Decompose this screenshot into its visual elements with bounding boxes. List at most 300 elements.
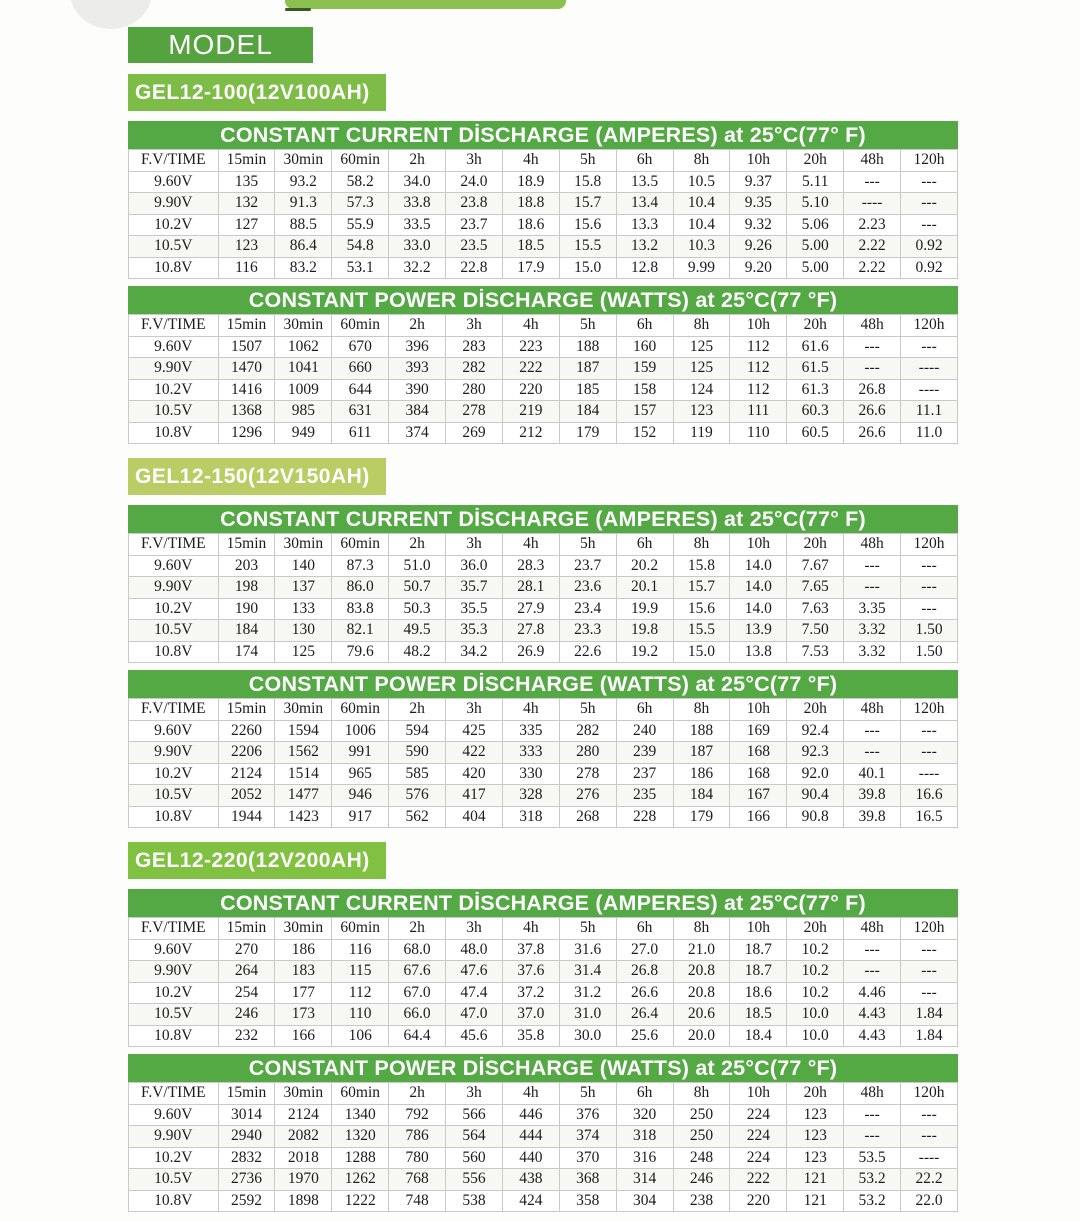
discharge-table-block [128,286,958,444]
table-cell: 13.4 [616,193,673,215]
table-cell: 35.8 [502,1025,559,1047]
table-cell: 40.1 [844,763,901,785]
row-voltage-label: 10.5V [129,236,219,258]
table-cell: 282 [446,358,503,380]
column-header: 10h [730,150,787,172]
table-cell: 1.50 [901,620,958,642]
table-cell: 15.5 [673,620,730,642]
table-cell: 23.6 [559,577,616,599]
discharge-table-block [128,1054,958,1212]
column-header-row [129,315,958,337]
table-cell: 283 [446,336,503,358]
column-header: 3h [446,150,503,172]
column-header-row [129,918,958,940]
table-cell: 174 [218,641,275,663]
table-cell: 330 [502,763,559,785]
column-header: 5h [559,315,616,337]
column-header: 20h [787,1083,844,1105]
column-header: 120h [901,534,958,556]
table-cell: 135 [218,171,275,193]
table-cell: 61.6 [787,336,844,358]
table-cell: 23.7 [446,214,503,236]
row-voltage-label: 10.2V [129,763,219,785]
table-cell: 594 [389,720,446,742]
table-cell: 35.7 [446,577,503,599]
column-header: 120h [901,150,958,172]
table-cell: 53.2 [844,1190,901,1212]
table-cell: 45.6 [446,1025,503,1047]
table-cell: 7.63 [787,598,844,620]
column-header: 10h [730,534,787,556]
table-cell: 223 [502,336,559,358]
table-cell: 24.0 [446,171,503,193]
table-cell: 50.7 [389,577,446,599]
table-cell: 374 [559,1126,616,1148]
table-cell: 19.9 [616,598,673,620]
table-cell: 10.3 [673,236,730,258]
table-cell: 212 [502,422,559,444]
table-cell: 1470 [218,358,275,380]
column-header: 30min [275,534,332,556]
table-cell: 560 [446,1147,503,1169]
table-cell: 15.6 [559,214,616,236]
discharge-table [128,533,958,663]
column-header: 6h [616,315,673,337]
table-cell: 946 [332,785,389,807]
table-row [129,422,958,444]
row-voltage-label: 9.60V [129,336,219,358]
table-title-bar: CONSTANT POWER DİSCHARGE (WATTS) at 25°C(77 °F) [128,286,958,314]
table-cell: ---- [901,763,958,785]
table-cell: 26.8 [844,379,901,401]
table-cell: 26.6 [616,982,673,1004]
table-cell: 13.5 [616,171,673,193]
row-voltage-label: 10.5V [129,785,219,807]
row-voltage-label: 10.8V [129,641,219,663]
table-cell: 420 [446,763,503,785]
table-cell: 2736 [218,1169,275,1191]
row-voltage-label: 9.90V [129,193,219,215]
table-cell: 20.8 [673,961,730,983]
table-cell: 25.6 [616,1025,673,1047]
table-cell: 106 [332,1025,389,1047]
battery-model-section [128,831,958,1212]
table-cell: 239 [616,742,673,764]
row-voltage-label: 10.5V [129,1169,219,1191]
table-cell: 5.00 [787,257,844,279]
table-cell: 112 [730,379,787,401]
table-cell: 780 [389,1147,446,1169]
table-cell: 228 [616,806,673,828]
table-cell: 2592 [218,1190,275,1212]
table-cell: 124 [673,379,730,401]
table-row [129,257,958,279]
table-cell: 0.92 [901,257,958,279]
table-cell: 60.5 [787,422,844,444]
table-cell: 222 [502,358,559,380]
table-cell: 168 [730,763,787,785]
column-header: 2h [389,315,446,337]
table-cell: 83.2 [275,257,332,279]
table-cell: 5.10 [787,193,844,215]
row-voltage-label: 9.60V [129,939,219,961]
table-row [129,598,958,620]
table-cell: 16.6 [901,785,958,807]
table-cell: 13.3 [616,214,673,236]
table-cell: 1.84 [901,1025,958,1047]
table-title-bar: CONSTANT CURRENT DİSCHARGE (AMPERES) at 25°C(77° F) [128,889,958,917]
table-cell: 278 [559,763,616,785]
table-cell: 1416 [218,379,275,401]
row-voltage-label: 10.2V [129,214,219,236]
table-cell: 34.0 [389,171,446,193]
table-cell: 82.1 [332,620,389,642]
table-cell: 169 [730,720,787,742]
table-cell: 16.5 [901,806,958,828]
table-cell: 112 [730,358,787,380]
table-cell: 15.0 [673,641,730,663]
table-cell: 166 [730,806,787,828]
table-cell: 585 [389,763,446,785]
column-header-row [129,1083,958,1105]
column-header: 6h [616,150,673,172]
table-cell: 314 [616,1169,673,1191]
column-header: F.V/TIME [129,918,219,940]
table-cell: 1944 [218,806,275,828]
table-cell: 2018 [275,1147,332,1169]
table-cell: 246 [218,1004,275,1026]
table-cell: 7.53 [787,641,844,663]
table-cell: 184 [218,620,275,642]
table-cell: 318 [502,806,559,828]
table-cell: 152 [616,422,673,444]
table-cell: 36.0 [446,555,503,577]
table-cell: 20.0 [673,1025,730,1047]
column-header: 30min [275,315,332,337]
table-cell: 564 [446,1126,503,1148]
table-cell: --- [901,939,958,961]
column-header: 15min [218,150,275,172]
table-cell: 50.3 [389,598,446,620]
table-cell: 3014 [218,1104,275,1126]
table-cell: 166 [275,1025,332,1047]
column-header: 5h [559,1083,616,1105]
table-cell: 264 [218,961,275,983]
table-cell: 37.6 [502,961,559,983]
table-cell: 1507 [218,336,275,358]
table-cell: 37.8 [502,939,559,961]
table-cell: 1514 [275,763,332,785]
table-cell: 23.3 [559,620,616,642]
table-cell: 22.2 [901,1169,958,1191]
column-header: 8h [673,918,730,940]
discharge-table [128,1082,958,1212]
discharge-table-block [128,121,958,279]
table-cell: 190 [218,598,275,620]
table-cell: 268 [559,806,616,828]
table-cell: 11.0 [901,422,958,444]
table-cell: 188 [559,336,616,358]
table-cell: 644 [332,379,389,401]
table-cell: 20.8 [673,982,730,1004]
table-cell: 10.5 [673,171,730,193]
table-row [129,1190,958,1212]
table-cell: --- [901,1126,958,1148]
table-cell: 27.8 [502,620,559,642]
table-cell: 20.2 [616,555,673,577]
table-cell: 282 [559,720,616,742]
column-header: 30min [275,1083,332,1105]
column-header: F.V/TIME [129,699,219,721]
table-cell: 10.4 [673,193,730,215]
table-cell: --- [844,555,901,577]
table-cell: 186 [673,763,730,785]
column-header: 4h [502,1083,559,1105]
table-cell: 15.0 [559,257,616,279]
column-header: 2h [389,699,446,721]
table-cell: 949 [275,422,332,444]
row-voltage-label: 10.8V [129,257,219,279]
table-cell: 79.6 [332,641,389,663]
column-header: 8h [673,315,730,337]
table-cell: 2124 [218,763,275,785]
table-cell: 316 [616,1147,673,1169]
column-header: 30min [275,918,332,940]
table-cell: --- [844,171,901,193]
table-row [129,806,958,828]
table-cell: 15.5 [559,236,616,258]
column-header: 48h [844,1083,901,1105]
column-header: 48h [844,534,901,556]
table-cell: 15.7 [673,577,730,599]
table-cell: 123 [218,236,275,258]
column-header: 2h [389,534,446,556]
table-cell: --- [844,961,901,983]
table-cell: ---- [901,1147,958,1169]
table-cell: 1594 [275,720,332,742]
table-cell: 1062 [275,336,332,358]
table-cell: 33.8 [389,193,446,215]
table-cell: --- [901,171,958,193]
table-cell: 47.0 [446,1004,503,1026]
table-cell: 1970 [275,1169,332,1191]
table-cell: 276 [559,785,616,807]
table-cell: 965 [332,763,389,785]
column-header: 20h [787,150,844,172]
table-cell: 1.50 [901,641,958,663]
table-cell: 368 [559,1169,616,1191]
table-cell: 14.0 [730,577,787,599]
table-cell: --- [844,1126,901,1148]
column-header: 10h [730,315,787,337]
column-header: 60min [332,699,389,721]
table-cell: 18.5 [730,1004,787,1026]
discharge-table [128,698,958,828]
table-cell: 370 [559,1147,616,1169]
table-cell: 27.9 [502,598,559,620]
column-header: 60min [332,918,389,940]
table-cell: 31.0 [559,1004,616,1026]
row-voltage-label: 10.8V [129,1025,219,1047]
column-header: F.V/TIME [129,534,219,556]
table-cell: 15.8 [559,171,616,193]
table-cell: 19.2 [616,641,673,663]
table-row [129,1025,958,1047]
table-cell: 562 [389,806,446,828]
table-cell: 3.32 [844,641,901,663]
table-cell: --- [844,939,901,961]
table-cell: 1562 [275,742,332,764]
table-cell: 123 [787,1126,844,1148]
table-row [129,214,958,236]
row-voltage-label: 10.2V [129,379,219,401]
table-cell: 14.0 [730,598,787,620]
table-cell: 158 [616,379,673,401]
table-cell: 250 [673,1126,730,1148]
table-cell: 328 [502,785,559,807]
table-cell: 566 [446,1104,503,1126]
table-row [129,742,958,764]
column-header-row [129,150,958,172]
column-header: 3h [446,1083,503,1105]
table-cell: 61.5 [787,358,844,380]
table-cell: --- [901,214,958,236]
table-cell: 1423 [275,806,332,828]
table-cell: 39.8 [844,785,901,807]
table-cell: 115 [332,961,389,983]
table-cell: 53.2 [844,1169,901,1191]
table-cell: 440 [502,1147,559,1169]
table-cell: 18.5 [502,236,559,258]
table-cell: 91.3 [275,193,332,215]
table-cell: 53.1 [332,257,389,279]
column-header: 4h [502,150,559,172]
table-cell: 112 [332,982,389,1004]
discharge-table [128,917,958,1047]
table-cell: 116 [332,939,389,961]
table-cell: 224 [730,1104,787,1126]
table-cell: 21.0 [673,939,730,961]
row-voltage-label: 10.8V [129,422,219,444]
table-cell: 48.2 [389,641,446,663]
table-cell: 23.8 [446,193,503,215]
discharge-table [128,314,958,444]
column-header: 10h [730,699,787,721]
table-cell: 31.6 [559,939,616,961]
table-cell: 188 [673,720,730,742]
table-cell: 23.7 [559,555,616,577]
table-cell: 2.23 [844,214,901,236]
table-cell: --- [901,336,958,358]
table-cell: 203 [218,555,275,577]
table-cell: 917 [332,806,389,828]
datasheet-content [128,27,958,1212]
column-header: 20h [787,534,844,556]
table-cell: 159 [616,358,673,380]
table-cell: 4.46 [844,982,901,1004]
table-cell: --- [844,577,901,599]
table-title-bar: CONSTANT POWER DİSCHARGE (WATTS) at 25°C(77 °F) [128,1054,958,1082]
column-header: 120h [901,918,958,940]
table-row [129,785,958,807]
table-cell: 9.35 [730,193,787,215]
table-cell: --- [901,1104,958,1126]
table-cell: 374 [389,422,446,444]
discharge-table-block [128,889,958,1047]
battery-model-section [128,447,958,828]
table-cell: 177 [275,982,332,1004]
table-row [129,555,958,577]
column-header: 120h [901,315,958,337]
table-cell: 438 [502,1169,559,1191]
table-cell: 31.4 [559,961,616,983]
table-cell: 1296 [218,422,275,444]
column-header: 60min [332,315,389,337]
column-header: 20h [787,918,844,940]
table-row [129,171,958,193]
column-header: 10h [730,918,787,940]
table-cell: 22.8 [446,257,503,279]
row-voltage-label: 9.90V [129,742,219,764]
table-cell: 9.26 [730,236,787,258]
table-cell: 270 [218,939,275,961]
column-header: 15min [218,918,275,940]
table-row [129,720,958,742]
table-cell: 1477 [275,785,332,807]
table-row [129,982,958,1004]
column-header: 15min [218,699,275,721]
table-cell: 47.4 [446,982,503,1004]
table-cell: --- [844,336,901,358]
table-cell: 83.8 [332,598,389,620]
table-cell: 18.8 [502,193,559,215]
table-cell: 133 [275,598,332,620]
table-cell: 18.6 [730,982,787,1004]
table-cell: 55.9 [332,214,389,236]
table-cell: 5.11 [787,171,844,193]
table-cell: 18.6 [502,214,559,236]
table-cell: 14.0 [730,555,787,577]
column-header: 5h [559,699,616,721]
row-voltage-label: 10.8V [129,1190,219,1212]
column-header: 6h [616,534,673,556]
table-cell: 9.20 [730,257,787,279]
table-cell: 2.22 [844,236,901,258]
table-cell: 444 [502,1126,559,1148]
table-cell: 18.4 [730,1025,787,1047]
table-cell: --- [901,720,958,742]
table-cell: 446 [502,1104,559,1126]
table-cell: 23.4 [559,598,616,620]
table-cell: --- [901,742,958,764]
table-cell: 5.06 [787,214,844,236]
table-cell: 119 [673,422,730,444]
table-cell: --- [844,742,901,764]
column-header: 3h [446,699,503,721]
table-cell: 61.3 [787,379,844,401]
table-cell: 278 [446,401,503,423]
table-cell: 33.5 [389,214,446,236]
column-header: 8h [673,699,730,721]
column-header: 120h [901,1083,958,1105]
decorative-top-bar [285,0,566,9]
column-header: 6h [616,1083,673,1105]
table-cell: 1262 [332,1169,389,1191]
table-cell: 92.0 [787,763,844,785]
table-cell: 53.5 [844,1147,901,1169]
table-cell: 49.5 [389,620,446,642]
column-header: 2h [389,150,446,172]
